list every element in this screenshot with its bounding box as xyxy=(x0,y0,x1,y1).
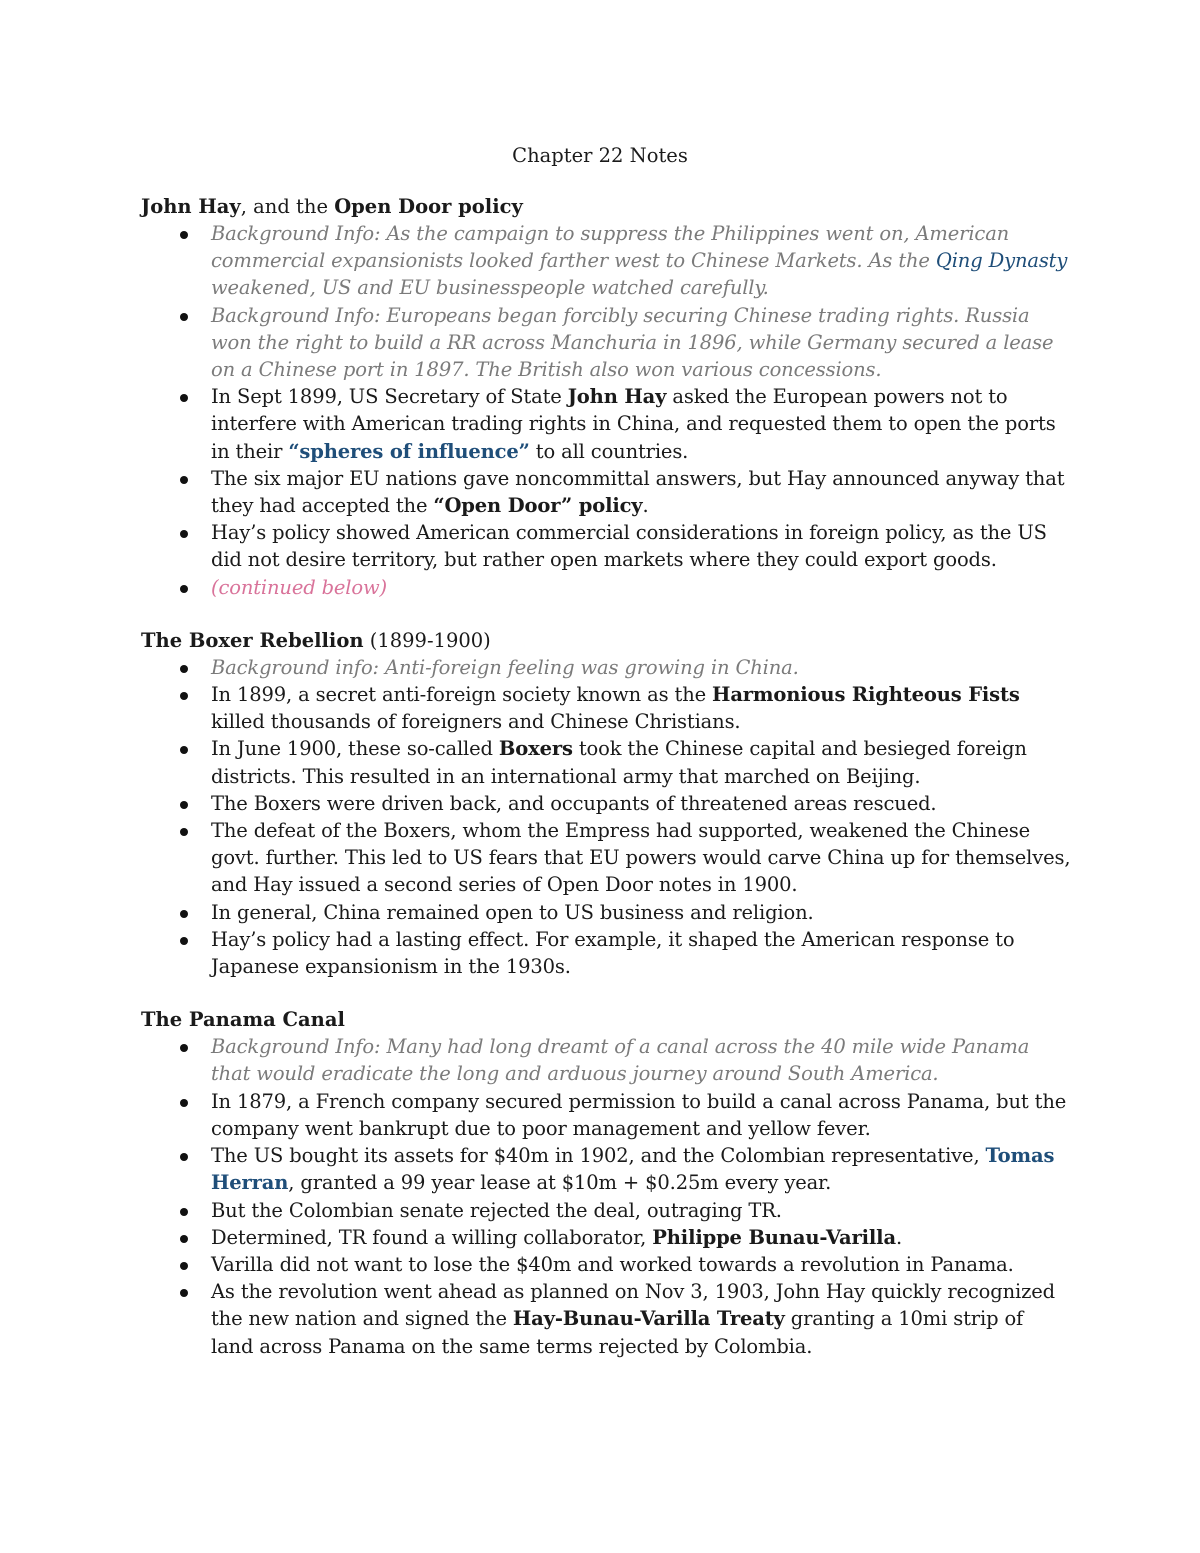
list-text: asked the European powers not to interfere with American trading rights in China, and requested them to open the ports in their xyxy=(211,385,1056,463)
bullet-icon xyxy=(180,585,188,593)
bullet-icon xyxy=(180,746,188,754)
key-term: Hay-Bunau-Varilla Treaty xyxy=(512,1307,785,1331)
list-text: Hay’s policy had a lasting effect. For example, it shaped the American response to Japanese expansionism in the 1930s. xyxy=(211,927,1015,979)
bullet-icon xyxy=(180,801,188,809)
bullet-icon xyxy=(180,1044,188,1052)
bullet-icon xyxy=(180,1289,188,1297)
list-text: In 1879, a French company secured permission to build a canal across Panama, but the company went bankrupt due to poor management and yellow fever. xyxy=(211,1089,1067,1140)
list-item xyxy=(141,926,1071,980)
key-term: Philippe Bunau-Varilla xyxy=(652,1225,896,1249)
list-text: granting a 10mi strip of land across Panama on the same terms rejected by Colombia. xyxy=(211,1307,1024,1358)
list-text: Varilla did not want to lose the $40m and worked towards a revolution in Panama. xyxy=(211,1252,1014,1276)
list-text: In Sept 1899, US Secretary of State xyxy=(211,385,568,409)
bullet-icon xyxy=(180,394,188,402)
bullet-icon xyxy=(180,828,188,836)
list-item xyxy=(141,654,1071,681)
list-text: In 1899, a secret anti-foreign society known as the xyxy=(211,683,713,707)
bullet-list xyxy=(141,1033,1071,1359)
list-item xyxy=(141,220,1071,302)
list-item xyxy=(141,519,1071,573)
bullet-icon xyxy=(180,1208,188,1216)
section-heading xyxy=(141,1006,1071,1033)
bullet-icon xyxy=(180,937,188,945)
bullet-icon xyxy=(180,1099,188,1107)
background-info-text: Background Info: As the campaign to suppress the Philippines went on, American commercial expansionists looked farther west to Chinese Markets. As the xyxy=(211,222,1010,273)
highlighted-term: Tomas Herran xyxy=(211,1144,1055,1195)
bullet-icon xyxy=(180,692,188,700)
list-item xyxy=(141,383,1071,465)
list-text: killed thousands of foreigners and Chinese Christians. xyxy=(211,710,741,734)
heading-text: (1899-1900) xyxy=(363,628,491,652)
list-text: The US bought its assets for $40m in 1902, and the Colombian representative, xyxy=(211,1144,986,1168)
list-item xyxy=(141,1142,1071,1196)
list-item xyxy=(141,681,1071,735)
bullet-icon xyxy=(180,313,188,321)
list-text: , granted a 99 year lease at $10m + $0.25m every year. xyxy=(288,1171,832,1195)
heading-term: John Hay xyxy=(141,195,241,218)
heading-term: The Panama Canal xyxy=(141,1008,345,1032)
list-text: In June 1900, these so-called xyxy=(211,737,499,761)
section-open-door xyxy=(141,193,1071,601)
bullet-icon xyxy=(180,231,188,239)
section-heading xyxy=(141,193,1071,220)
continued-note: (continued below) xyxy=(211,575,387,599)
bullet-icon xyxy=(180,1153,188,1161)
list-item xyxy=(141,1088,1071,1142)
list-item xyxy=(141,465,1071,519)
section-panama-canal xyxy=(141,1006,1071,1359)
list-item xyxy=(141,735,1071,789)
key-term: Boxers xyxy=(498,737,573,761)
list-text: As the revolution went ahead as planned on Nov 3, 1903, John Hay quickly recognized the new nation and signed the xyxy=(211,1280,1055,1331)
key-term: Harmonious Righteous Fists xyxy=(712,683,1020,707)
list-text: The Boxers were driven back, and occupants of threatened areas rescued. xyxy=(211,791,937,815)
bullet-icon xyxy=(180,910,188,918)
bullet-icon xyxy=(180,665,188,673)
background-info-text: Background Info: Europeans began forcibly securing Chinese trading rights. Russia won the right to build a RR across Manchuria in 1896, while Germany secured a lease on a Chinese port in 1897. The British also won various concessions. xyxy=(211,303,1054,382)
background-info-text: Background info: Anti-foreign feeling was growing in China. xyxy=(211,655,799,679)
list-text: The six major EU nations gave noncommittal answers, but Hay announced anyway that they had accepted the xyxy=(211,466,1065,518)
highlighted-term: Qing Dynasty xyxy=(935,249,1068,273)
list-text: to all countries. xyxy=(529,439,689,463)
page-title: Chapter 22 Notes xyxy=(512,144,688,167)
background-info-text: weakened, US and EU businesspeople watched carefully. xyxy=(211,276,769,300)
list-item xyxy=(141,790,1071,817)
list-item xyxy=(141,1033,1071,1087)
section-boxer-rebellion xyxy=(141,627,1071,980)
list-item xyxy=(141,1224,1071,1251)
list-item xyxy=(141,899,1071,926)
bullet-list xyxy=(141,654,1071,980)
list-item xyxy=(141,574,1071,601)
list-text: The defeat of the Boxers, whom the Empress had supported, weakened the Chinese govt. further. This led to US fears that EU powers would carve China up for themselves, and Hay issued a second series of Open Door notes in 1900. xyxy=(211,819,1071,897)
list-item xyxy=(141,1251,1071,1278)
heading-text: , and the xyxy=(240,195,335,218)
list-item xyxy=(141,1197,1071,1224)
section-heading xyxy=(141,627,1071,654)
bullet-list xyxy=(141,220,1071,601)
list-text: In general, China remained open to US business and religion. xyxy=(211,900,814,924)
document-body xyxy=(141,142,1071,1386)
list-text: But the Colombian senate rejected the deal, outraging TR. xyxy=(211,1198,782,1222)
key-term: John Hay xyxy=(567,385,667,409)
heading-term: The Boxer Rebellion xyxy=(141,628,364,652)
heading-term: Open Door policy xyxy=(334,195,523,218)
list-text: Hay’s policy showed American commercial considerations in foreign policy, as the US did not desire territory, but rather open markets where they could export goods. xyxy=(211,521,1047,572)
list-item xyxy=(141,302,1071,384)
key-term: “Open Door” policy xyxy=(433,494,643,518)
list-text: . xyxy=(642,494,649,518)
list-item xyxy=(141,1278,1071,1360)
highlighted-term: “spheres of influence” xyxy=(288,439,530,463)
list-item xyxy=(141,817,1071,899)
list-text: . xyxy=(895,1225,902,1249)
bullet-icon xyxy=(180,1235,188,1243)
bullet-icon xyxy=(180,530,188,538)
background-info-text: Background Info: Many had long dreamt of a canal across the 40 mile wide Panama that would eradicate the long and arduous journey around South America. xyxy=(211,1035,1030,1086)
list-text: Determined, TR found a willing collaborator, xyxy=(211,1225,653,1249)
bullet-icon xyxy=(180,1262,188,1270)
list-text: took the Chinese capital and besieged foreign districts. This resulted in an international army that marched on Beijing. xyxy=(211,737,1027,788)
bullet-icon xyxy=(180,476,188,484)
